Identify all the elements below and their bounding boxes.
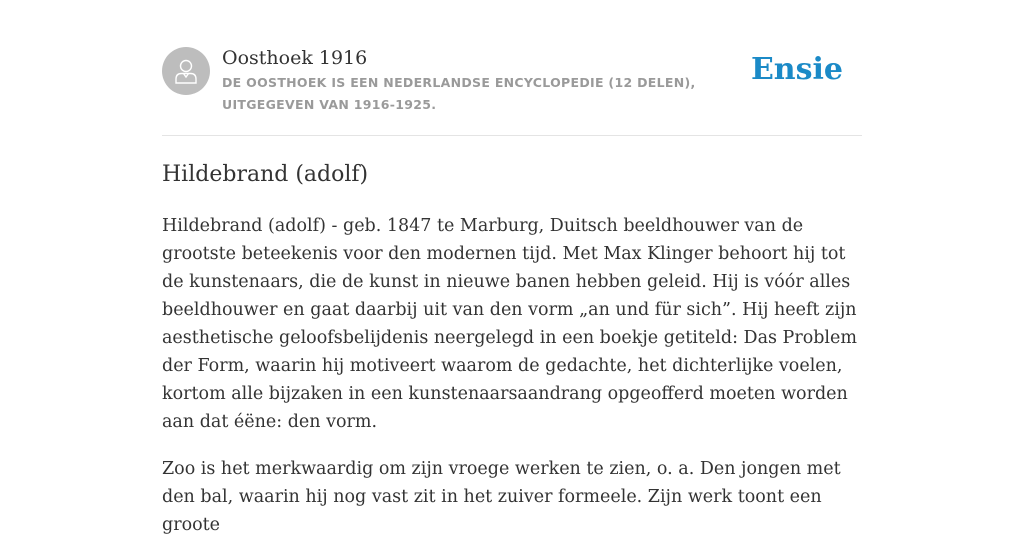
ensie-logo-link[interactable]: Ensie [750, 52, 843, 87]
article-paragraph-2: Zoo is het merkwaardig om zijn vroege werken te zien, o. a. Den jongen met den bal, waarin hij nog vast zit in het zuiver formeele. Zijn werk toont een groote [162, 459, 841, 535]
source-description: DE OOSTHOEK IS EEN NEDERLANDSE ENCYCLOPEDIE (12 DELEN), UITGEGEVEN VAN 1916-1925. [222, 75, 696, 112]
source-header [162, 0, 862, 136]
content-container [162, 0, 862, 535]
user-icon [171, 56, 201, 86]
article-title: Hildebrand (adolf) [162, 162, 369, 187]
article-paragraph-1: Hildebrand (adolf) - geb. 1847 te Marburg, Duitsch beeldhouwer van de grootste beteekenis voor den modernen tijd. Met Max Klinger behoort hij tot de kunstenaars, die de kunst in nieuwe banen hebben geleid. Hij is vóór alles beeldhouwer en gaat daarbij uit van den vorm „an und für sich”. Hij heeft zijn aesthetische geloofsbelijdenis neergelegd in een boekje getiteld: Das Problem der Form, waarin hij motiveert waarom de gedachte, het dichterlijke voelen, kortom alle bijzaken in een kunstenaarsaandrang opgeofferd moeten worden aan dat éëne: den vorm. [162, 216, 857, 432]
source-title[interactable]: Oosthoek 1916 [222, 47, 368, 69]
source-avatar[interactable] [162, 47, 210, 95]
article-body [162, 212, 864, 558]
